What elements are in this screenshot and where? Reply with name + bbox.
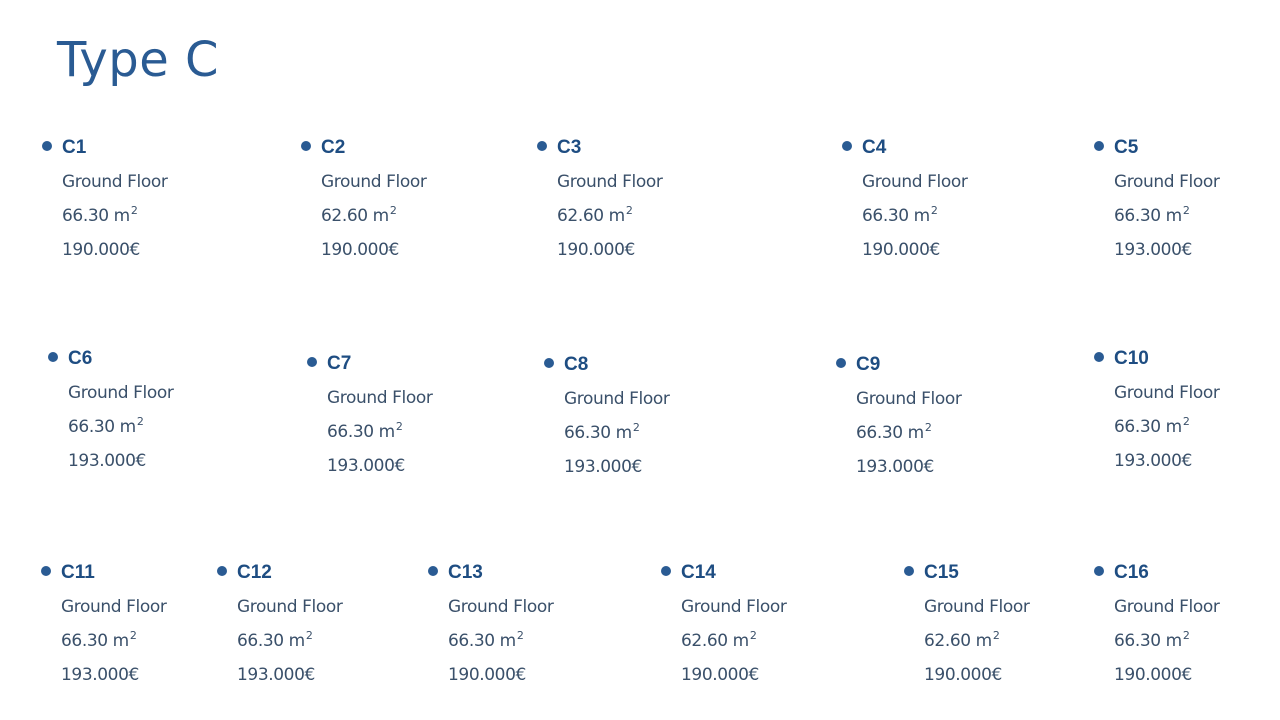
unit-price: 190.000€ — [62, 240, 140, 260]
unit-area — [327, 420, 527, 444]
unit-area-value: 66.30 m — [1114, 206, 1182, 226]
unit-area-value: 66.30 m — [1114, 417, 1182, 437]
unit-floor: Ground Floor — [237, 597, 343, 617]
unit-floor: Ground Floor — [1114, 597, 1220, 617]
unit-area — [856, 421, 1056, 445]
unit-price: 190.000€ — [924, 665, 1002, 685]
bullet-icon — [1094, 141, 1104, 151]
unit-area-exponent: 2 — [924, 421, 932, 434]
unit-price: 190.000€ — [321, 240, 399, 260]
bullet-icon — [428, 566, 438, 576]
unit-code: C8 — [564, 354, 589, 375]
bullet-icon — [1094, 352, 1104, 362]
unit-floor: Ground Floor — [1114, 172, 1220, 192]
bullet-icon — [301, 141, 311, 151]
unit-area-value: 66.30 m — [61, 631, 129, 651]
bullet-icon — [1094, 566, 1104, 576]
unit-card-c2 — [321, 136, 521, 262]
unit-area-exponent: 2 — [632, 421, 640, 434]
unit-area — [61, 629, 211, 653]
unit-card-c5 — [1114, 136, 1264, 262]
unit-code: C9 — [856, 354, 881, 375]
unit-card-c8 — [564, 353, 764, 479]
page-title: Type C — [57, 32, 220, 88]
unit-area-exponent: 2 — [992, 629, 1000, 642]
unit-area-exponent: 2 — [305, 629, 313, 642]
unit-floor: Ground Floor — [321, 172, 427, 192]
unit-card-c9 — [856, 353, 1056, 479]
bullet-icon — [42, 141, 52, 151]
unit-price: 190.000€ — [681, 665, 759, 685]
bullet-icon — [48, 352, 58, 362]
unit-area-value: 66.30 m — [1114, 631, 1182, 651]
unit-area — [862, 204, 1062, 228]
unit-area-value: 66.30 m — [327, 422, 395, 442]
unit-price: 193.000€ — [1114, 451, 1192, 471]
unit-area-exponent: 2 — [930, 204, 938, 217]
unit-floor: Ground Floor — [924, 597, 1030, 617]
unit-price: 193.000€ — [68, 451, 146, 471]
unit-floor: Ground Floor — [862, 172, 968, 192]
unit-area — [681, 629, 881, 653]
unit-area-value: 62.60 m — [924, 631, 992, 651]
bullet-icon — [307, 357, 317, 367]
unit-card-c12 — [237, 561, 417, 687]
unit-price: 190.000€ — [862, 240, 940, 260]
unit-area-exponent: 2 — [516, 629, 524, 642]
unit-code: C12 — [237, 562, 272, 583]
unit-area — [1114, 415, 1264, 439]
unit-floor: Ground Floor — [1114, 383, 1220, 403]
unit-area — [62, 204, 262, 228]
unit-area-exponent: 2 — [129, 629, 137, 642]
unit-card-c1 — [62, 136, 262, 262]
unit-area-value: 66.30 m — [448, 631, 516, 651]
unit-area-exponent: 2 — [389, 204, 397, 217]
unit-price: 190.000€ — [557, 240, 635, 260]
unit-area-value: 62.60 m — [681, 631, 749, 651]
unit-floor: Ground Floor — [327, 388, 433, 408]
unit-floor: Ground Floor — [62, 172, 168, 192]
unit-card-c11 — [61, 561, 211, 687]
bullet-icon — [537, 141, 547, 151]
unit-code: C14 — [681, 562, 716, 583]
unit-area — [448, 629, 648, 653]
unit-area-value: 62.60 m — [321, 206, 389, 226]
unit-area — [557, 204, 757, 228]
unit-area-exponent: 2 — [1182, 415, 1190, 428]
unit-code: C5 — [1114, 137, 1139, 158]
unit-card-c4 — [862, 136, 1062, 262]
unit-card-c10 — [1114, 347, 1264, 473]
unit-card-c7 — [327, 352, 527, 478]
unit-floor: Ground Floor — [68, 383, 174, 403]
unit-code: C13 — [448, 562, 483, 583]
unit-price: 193.000€ — [564, 457, 642, 477]
unit-card-c6 — [68, 347, 268, 473]
unit-card-c13 — [448, 561, 648, 687]
unit-card-c14 — [681, 561, 881, 687]
bullet-icon — [836, 358, 846, 368]
bullet-icon — [661, 566, 671, 576]
unit-code: C11 — [61, 562, 95, 583]
unit-card-c3 — [557, 136, 757, 262]
unit-area — [68, 415, 268, 439]
unit-floor: Ground Floor — [557, 172, 663, 192]
unit-area-exponent: 2 — [395, 420, 403, 433]
bullet-icon — [544, 358, 554, 368]
unit-area-exponent: 2 — [130, 204, 138, 217]
unit-price: 193.000€ — [1114, 240, 1192, 260]
unit-price: 193.000€ — [61, 665, 139, 685]
unit-area-exponent: 2 — [625, 204, 633, 217]
unit-area — [237, 629, 417, 653]
unit-area-value: 66.30 m — [862, 206, 930, 226]
unit-code: C16 — [1114, 562, 1149, 583]
unit-code: C2 — [321, 137, 346, 158]
unit-area-exponent: 2 — [1182, 204, 1190, 217]
unit-price: 193.000€ — [237, 665, 315, 685]
unit-floor: Ground Floor — [61, 597, 167, 617]
unit-card-c15 — [924, 561, 1084, 687]
unit-price: 193.000€ — [856, 457, 934, 477]
unit-code: C7 — [327, 353, 352, 374]
unit-floor: Ground Floor — [448, 597, 554, 617]
bullet-icon — [217, 566, 227, 576]
unit-floor: Ground Floor — [564, 389, 670, 409]
bullet-icon — [904, 566, 914, 576]
unit-area — [924, 629, 1084, 653]
unit-card-c16 — [1114, 561, 1264, 687]
unit-price: 190.000€ — [1114, 665, 1192, 685]
unit-floor: Ground Floor — [856, 389, 962, 409]
unit-code: C15 — [924, 562, 959, 583]
unit-code: C3 — [557, 137, 582, 158]
bullet-icon — [41, 566, 51, 576]
unit-area — [1114, 204, 1264, 228]
unit-code: C6 — [68, 348, 93, 369]
unit-area — [564, 421, 764, 445]
unit-code: C1 — [62, 137, 87, 158]
unit-area-exponent: 2 — [749, 629, 757, 642]
unit-area-value: 66.30 m — [237, 631, 305, 651]
unit-area-value: 66.30 m — [62, 206, 130, 226]
unit-area-value: 66.30 m — [856, 423, 924, 443]
unit-area-value: 66.30 m — [564, 423, 632, 443]
unit-price: 193.000€ — [327, 456, 405, 476]
bullet-icon — [842, 141, 852, 151]
unit-area-value: 62.60 m — [557, 206, 625, 226]
unit-area-exponent: 2 — [136, 415, 144, 428]
unit-area — [321, 204, 521, 228]
unit-code: C10 — [1114, 348, 1149, 369]
unit-area-value: 66.30 m — [68, 417, 136, 437]
unit-code: C4 — [862, 137, 887, 158]
unit-area — [1114, 629, 1264, 653]
unit-floor: Ground Floor — [681, 597, 787, 617]
unit-price: 190.000€ — [448, 665, 526, 685]
unit-area-exponent: 2 — [1182, 629, 1190, 642]
